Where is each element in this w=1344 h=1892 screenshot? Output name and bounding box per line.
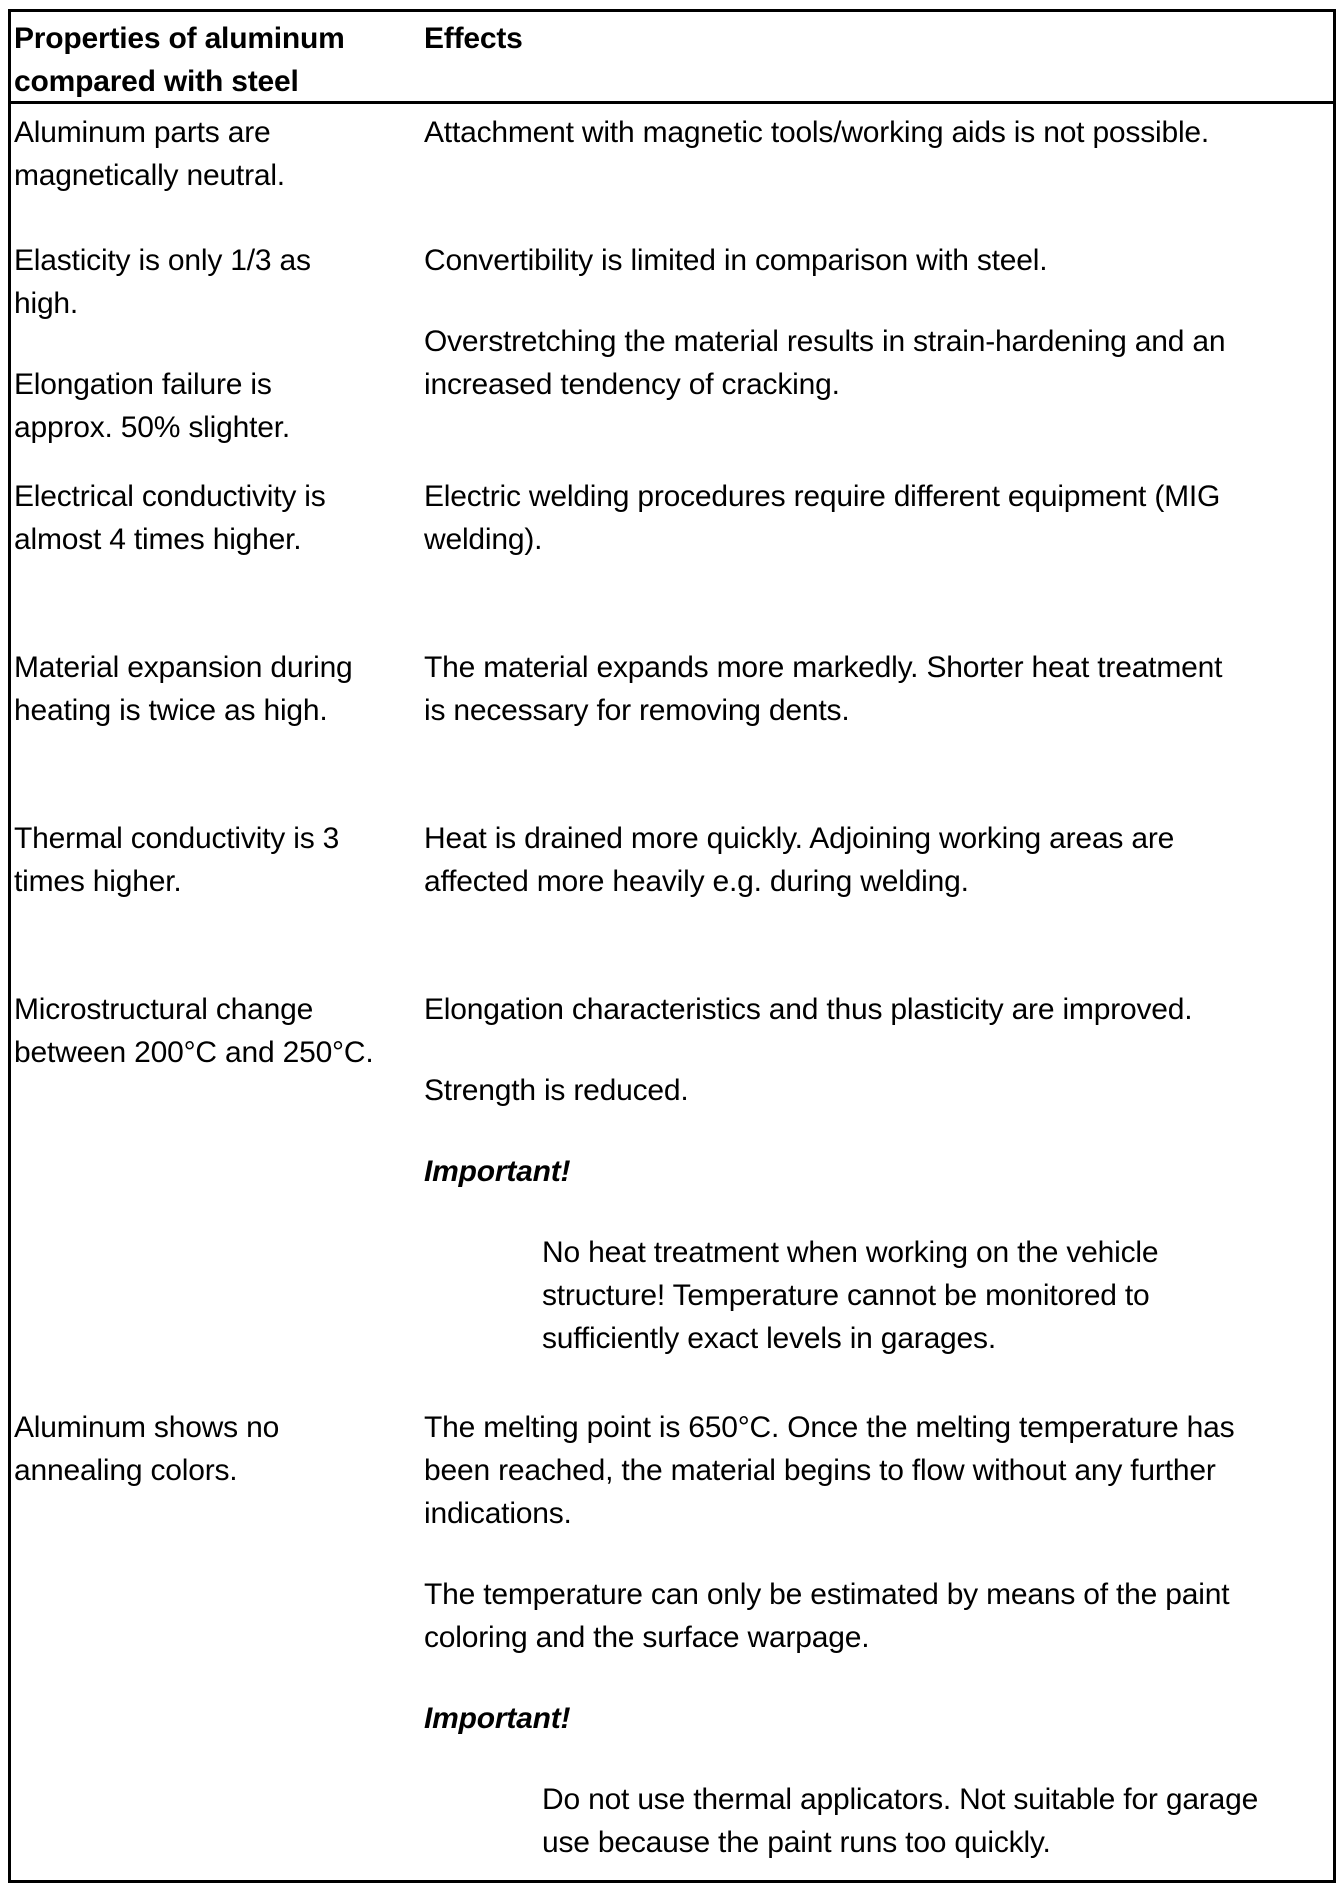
row6-effect-line1: Heat is drained more quickly. Adjoining working areas are (424, 822, 1175, 855)
row4-property-line2: almost 4 times higher. (14, 523, 302, 556)
row1-property-line1: Aluminum parts are (14, 116, 271, 149)
row8-note-line1: Do not use thermal applicators. Not suitable for garage (542, 1783, 1259, 1816)
row6-property-line1: Thermal conductivity is 3 (14, 822, 340, 855)
row7-property-line2: between 200°C and 250°C. (14, 1036, 374, 1069)
row4-property (14, 475, 326, 561)
row8-effect-2 (424, 1573, 1229, 1659)
row7-note-line1: No heat treatment when working on the vehicle (542, 1236, 1159, 1269)
row1-property-line2: magnetically neutral. (14, 159, 285, 192)
header-col1-line1: Properties of aluminum (14, 22, 345, 55)
header-col1-line2: compared with steel (14, 65, 299, 98)
row4-property-line1: Electrical conductivity is (14, 480, 326, 513)
row3-property-line2: approx. 50% slighter. (14, 411, 290, 444)
row2-effect: Convertibility is limited in comparison with steel. (424, 244, 1048, 277)
row7-note-line3: sufficiently exact levels in garages. (542, 1322, 996, 1355)
row7-important-note (542, 1231, 1158, 1360)
row3-effect (424, 320, 1225, 406)
row5-effect-line2: is necessary for removing dents. (424, 694, 850, 727)
row6-property-line2: times higher. (14, 865, 182, 898)
row4-effect-line2: welding). (424, 523, 543, 556)
row4-effect (424, 475, 1220, 561)
row7-effect-1: Elongation characteristics and thus plasticity are improved. (424, 993, 1193, 1026)
row8-important-note (542, 1778, 1258, 1864)
row8-effect-line3: indications. (424, 1497, 572, 1530)
row5-property-line2: heating is twice as high. (14, 694, 328, 727)
row8-property-line1: Aluminum shows no (14, 1411, 280, 1444)
row3-property (14, 363, 290, 449)
row2-property-line1: Elasticity is only 1/3 as (14, 244, 311, 277)
row2-property-line2: high. (14, 287, 79, 320)
row7-effect-2: Strength is reduced. (424, 1074, 689, 1107)
row1-effect: Attachment with magnetic tools/working aids is not possible. (424, 116, 1210, 149)
row2-property (14, 239, 311, 325)
row5-property (14, 646, 353, 732)
row5-effect (424, 646, 1222, 732)
row7-property (14, 988, 373, 1074)
row7-important-label: Important! (424, 1155, 571, 1188)
row8-property (14, 1406, 279, 1492)
row6-property (14, 817, 339, 903)
row7-note-line2: structure! Temperature cannot be monitored to (542, 1279, 1150, 1312)
row8-effect-line4: The temperature can only be estimated by means of the paint (424, 1578, 1230, 1611)
header-col2: Effects (424, 22, 523, 55)
row8-effect-line2: been reached, the material begins to flow without any further (424, 1454, 1216, 1487)
row3-effect-line2: increased tendency of cracking. (424, 368, 840, 401)
row8-effect-line1: The melting point is 650°C. Once the melting temperature has (424, 1411, 1235, 1444)
row6-effect (424, 817, 1174, 903)
row8-effect-line5: coloring and the surface warpage. (424, 1621, 870, 1654)
row1-property (14, 111, 285, 197)
row6-effect-line2: affected more heavily e.g. during welding. (424, 865, 969, 898)
row8-important-label: Important! (424, 1702, 571, 1735)
row4-effect-line1: Electric welding procedures require different equipment (MIG (424, 480, 1221, 513)
header-col1 (14, 17, 345, 103)
row7-property-line1: Microstructural change (14, 993, 314, 1026)
row3-effect-line1: Overstretching the material results in strain-hardening and an (424, 325, 1226, 358)
row5-effect-line1: The material expands more markedly. Shorter heat treatment (424, 651, 1223, 684)
row8-property-line2: annealing colors. (14, 1454, 238, 1487)
row8-effect-1 (424, 1406, 1234, 1535)
row3-property-line1: Elongation failure is (14, 368, 272, 401)
row8-note-line2: use because the paint runs too quickly. (542, 1826, 1051, 1859)
row5-property-line1: Material expansion during (14, 651, 353, 684)
